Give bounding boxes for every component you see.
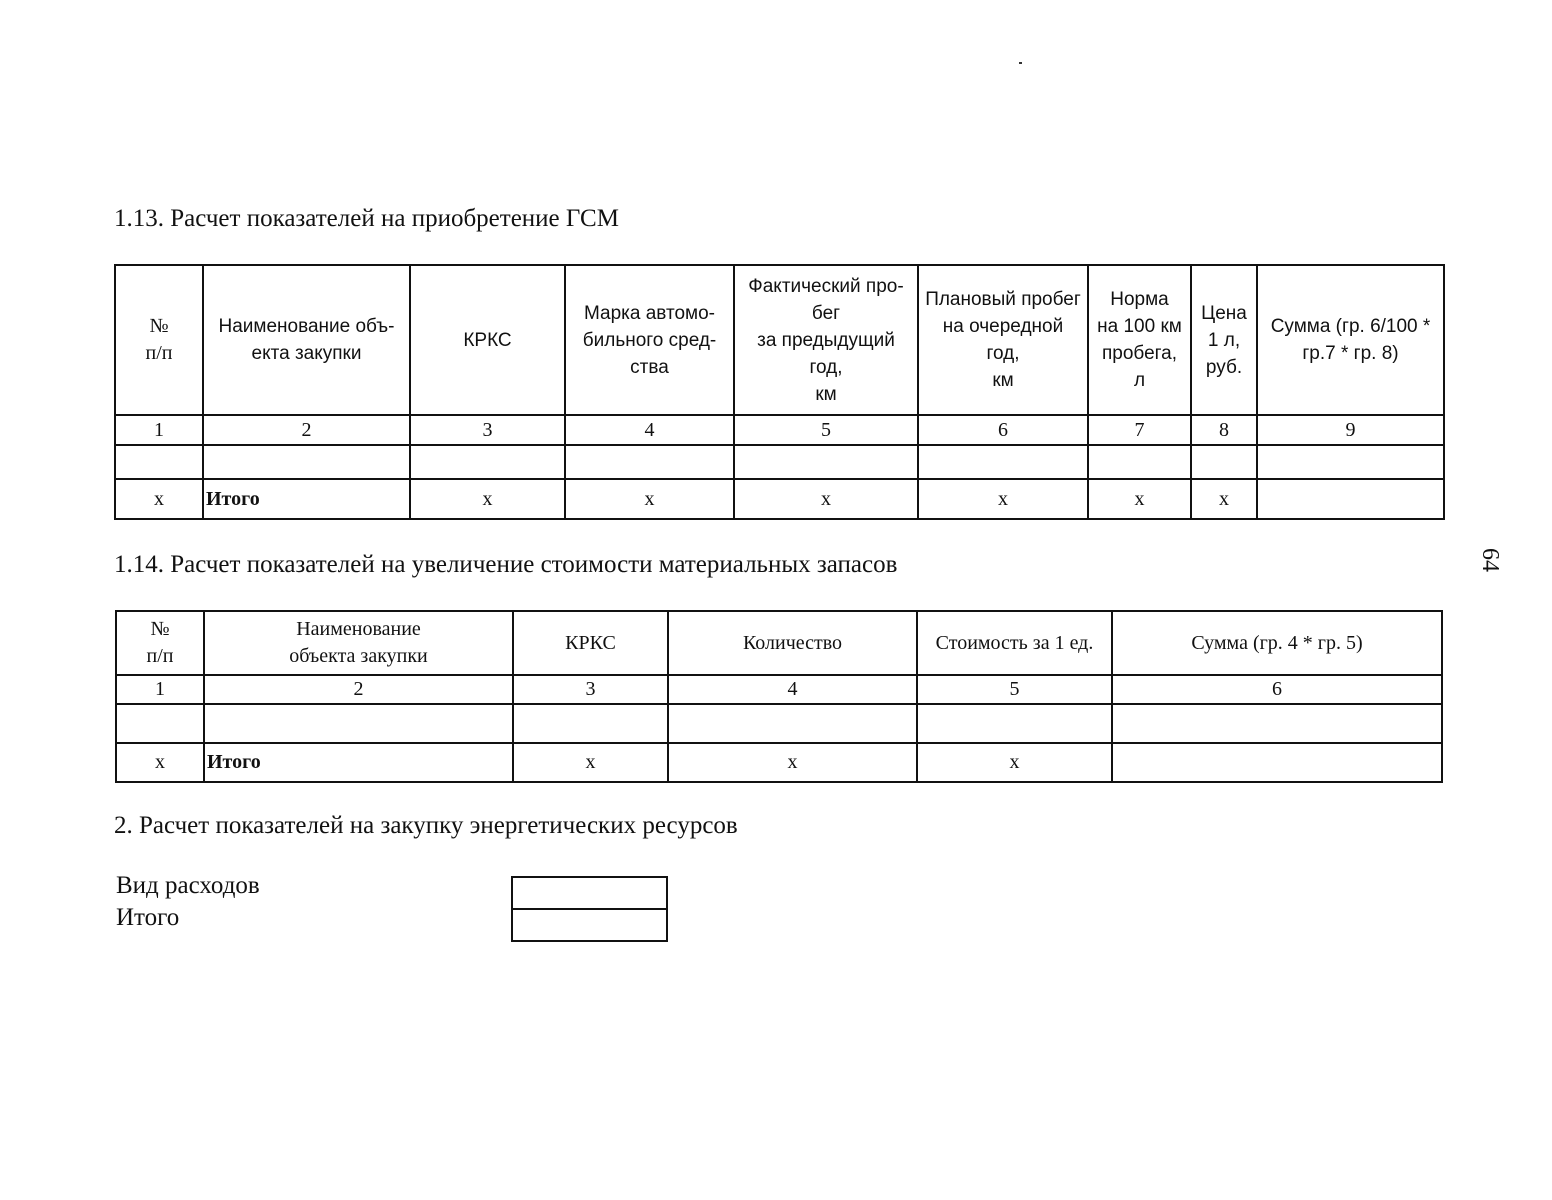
column-number-cell: 9 — [1257, 415, 1444, 445]
empty-cell — [410, 445, 565, 479]
total-label: Итого — [203, 479, 410, 519]
total-cell: x — [668, 743, 917, 782]
total-cell: x — [1191, 479, 1257, 519]
total-label: Итого — [204, 743, 513, 782]
header-cell: Цена 1 л, руб. — [1191, 265, 1257, 415]
header-cell: № п/п — [115, 265, 203, 415]
header-cell: Сумма (гр. 4 * гр. 5) — [1112, 611, 1442, 675]
total-cell: x — [513, 743, 668, 782]
materials-table — [115, 610, 1443, 783]
column-number-cell: 2 — [204, 675, 513, 704]
header-cell: Стоимость за 1 ед. — [917, 611, 1112, 675]
column-number-cell: 3 — [410, 415, 565, 445]
empty-cell — [204, 704, 513, 743]
column-number-cell: 1 — [116, 675, 204, 704]
column-number-cell: 5 — [917, 675, 1112, 704]
materials-table-total-row — [116, 743, 1442, 782]
empty-cell — [1088, 445, 1191, 479]
empty-cell — [513, 704, 668, 743]
empty-cell — [1191, 445, 1257, 479]
header-cell: Марка автомо- бильного сред- ства — [565, 265, 734, 415]
header-cell: Сумма (гр. 6/100 * гр.7 * гр. 8) — [1257, 265, 1444, 415]
section-113-title: 1.13. Расчет показателей на приобретение ГСМ — [114, 205, 619, 232]
materials-table-column-numbers-row — [116, 675, 1442, 704]
empty-cell — [116, 704, 204, 743]
empty-cell — [1257, 445, 1444, 479]
empty-cell — [918, 445, 1088, 479]
header-cell: Наименование объекта закупки — [204, 611, 513, 675]
header-cell: Наименование объ- екта закупки — [203, 265, 410, 415]
total-cell: x — [734, 479, 918, 519]
column-number-cell: 5 — [734, 415, 918, 445]
column-number-cell: 7 — [1088, 415, 1191, 445]
header-cell: Плановый пробег на очередной год, км — [918, 265, 1088, 415]
header-cell: Фактический про- бег за предыдущий год, км — [734, 265, 918, 415]
total-cell — [1257, 479, 1444, 519]
header-cell: № п/п — [116, 611, 204, 675]
header-cell: КРКС — [410, 265, 565, 415]
empty-cell — [734, 445, 918, 479]
empty-cell — [1112, 704, 1442, 743]
column-number-cell: 3 — [513, 675, 668, 704]
total-cell: x — [565, 479, 734, 519]
column-number-cell: 6 — [1112, 675, 1442, 704]
column-number-cell: 4 — [565, 415, 734, 445]
expense-type-value-cell — [512, 877, 667, 909]
total-cell: x — [1088, 479, 1191, 519]
materials-table-empty-row — [116, 704, 1442, 743]
header-cell: Норма на 100 км пробега, л — [1088, 265, 1191, 415]
total-cell — [1112, 743, 1442, 782]
column-number-cell: 1 — [115, 415, 203, 445]
energy-labels — [116, 870, 260, 934]
fuel-table-total-row — [115, 479, 1444, 519]
empty-cell — [917, 704, 1112, 743]
total-label: Итого — [116, 904, 180, 931]
empty-cell — [115, 445, 203, 479]
section-2-title: 2. Расчет показателей на закупку энергетических ресурсов — [114, 812, 738, 839]
empty-cell — [565, 445, 734, 479]
column-number-cell: 6 — [918, 415, 1088, 445]
scan-speck — [1019, 62, 1022, 64]
fuel-table-column-numbers-row — [115, 415, 1444, 445]
page-number: 64 — [1477, 548, 1503, 572]
total-cell: x — [410, 479, 565, 519]
total-value-cell — [512, 909, 667, 941]
expense-type-label: Вид расходов — [116, 872, 260, 899]
materials-table-header-row — [116, 611, 1442, 675]
section-114-title: 1.14. Расчет показателей на увеличение стоимости материальных запасов — [114, 551, 898, 578]
energy-values-box — [511, 876, 668, 942]
fuel-table-empty-row — [115, 445, 1444, 479]
total-cell: x — [116, 743, 204, 782]
column-number-cell: 4 — [668, 675, 917, 704]
column-number-cell: 8 — [1191, 415, 1257, 445]
total-cell: x — [115, 479, 203, 519]
total-cell: x — [918, 479, 1088, 519]
fuel-table — [114, 264, 1445, 520]
header-cell: КРКС — [513, 611, 668, 675]
total-cell: x — [917, 743, 1112, 782]
fuel-table-header-row — [115, 265, 1444, 415]
column-number-cell: 2 — [203, 415, 410, 445]
header-cell: Количество — [668, 611, 917, 675]
empty-cell — [203, 445, 410, 479]
empty-cell — [668, 704, 917, 743]
